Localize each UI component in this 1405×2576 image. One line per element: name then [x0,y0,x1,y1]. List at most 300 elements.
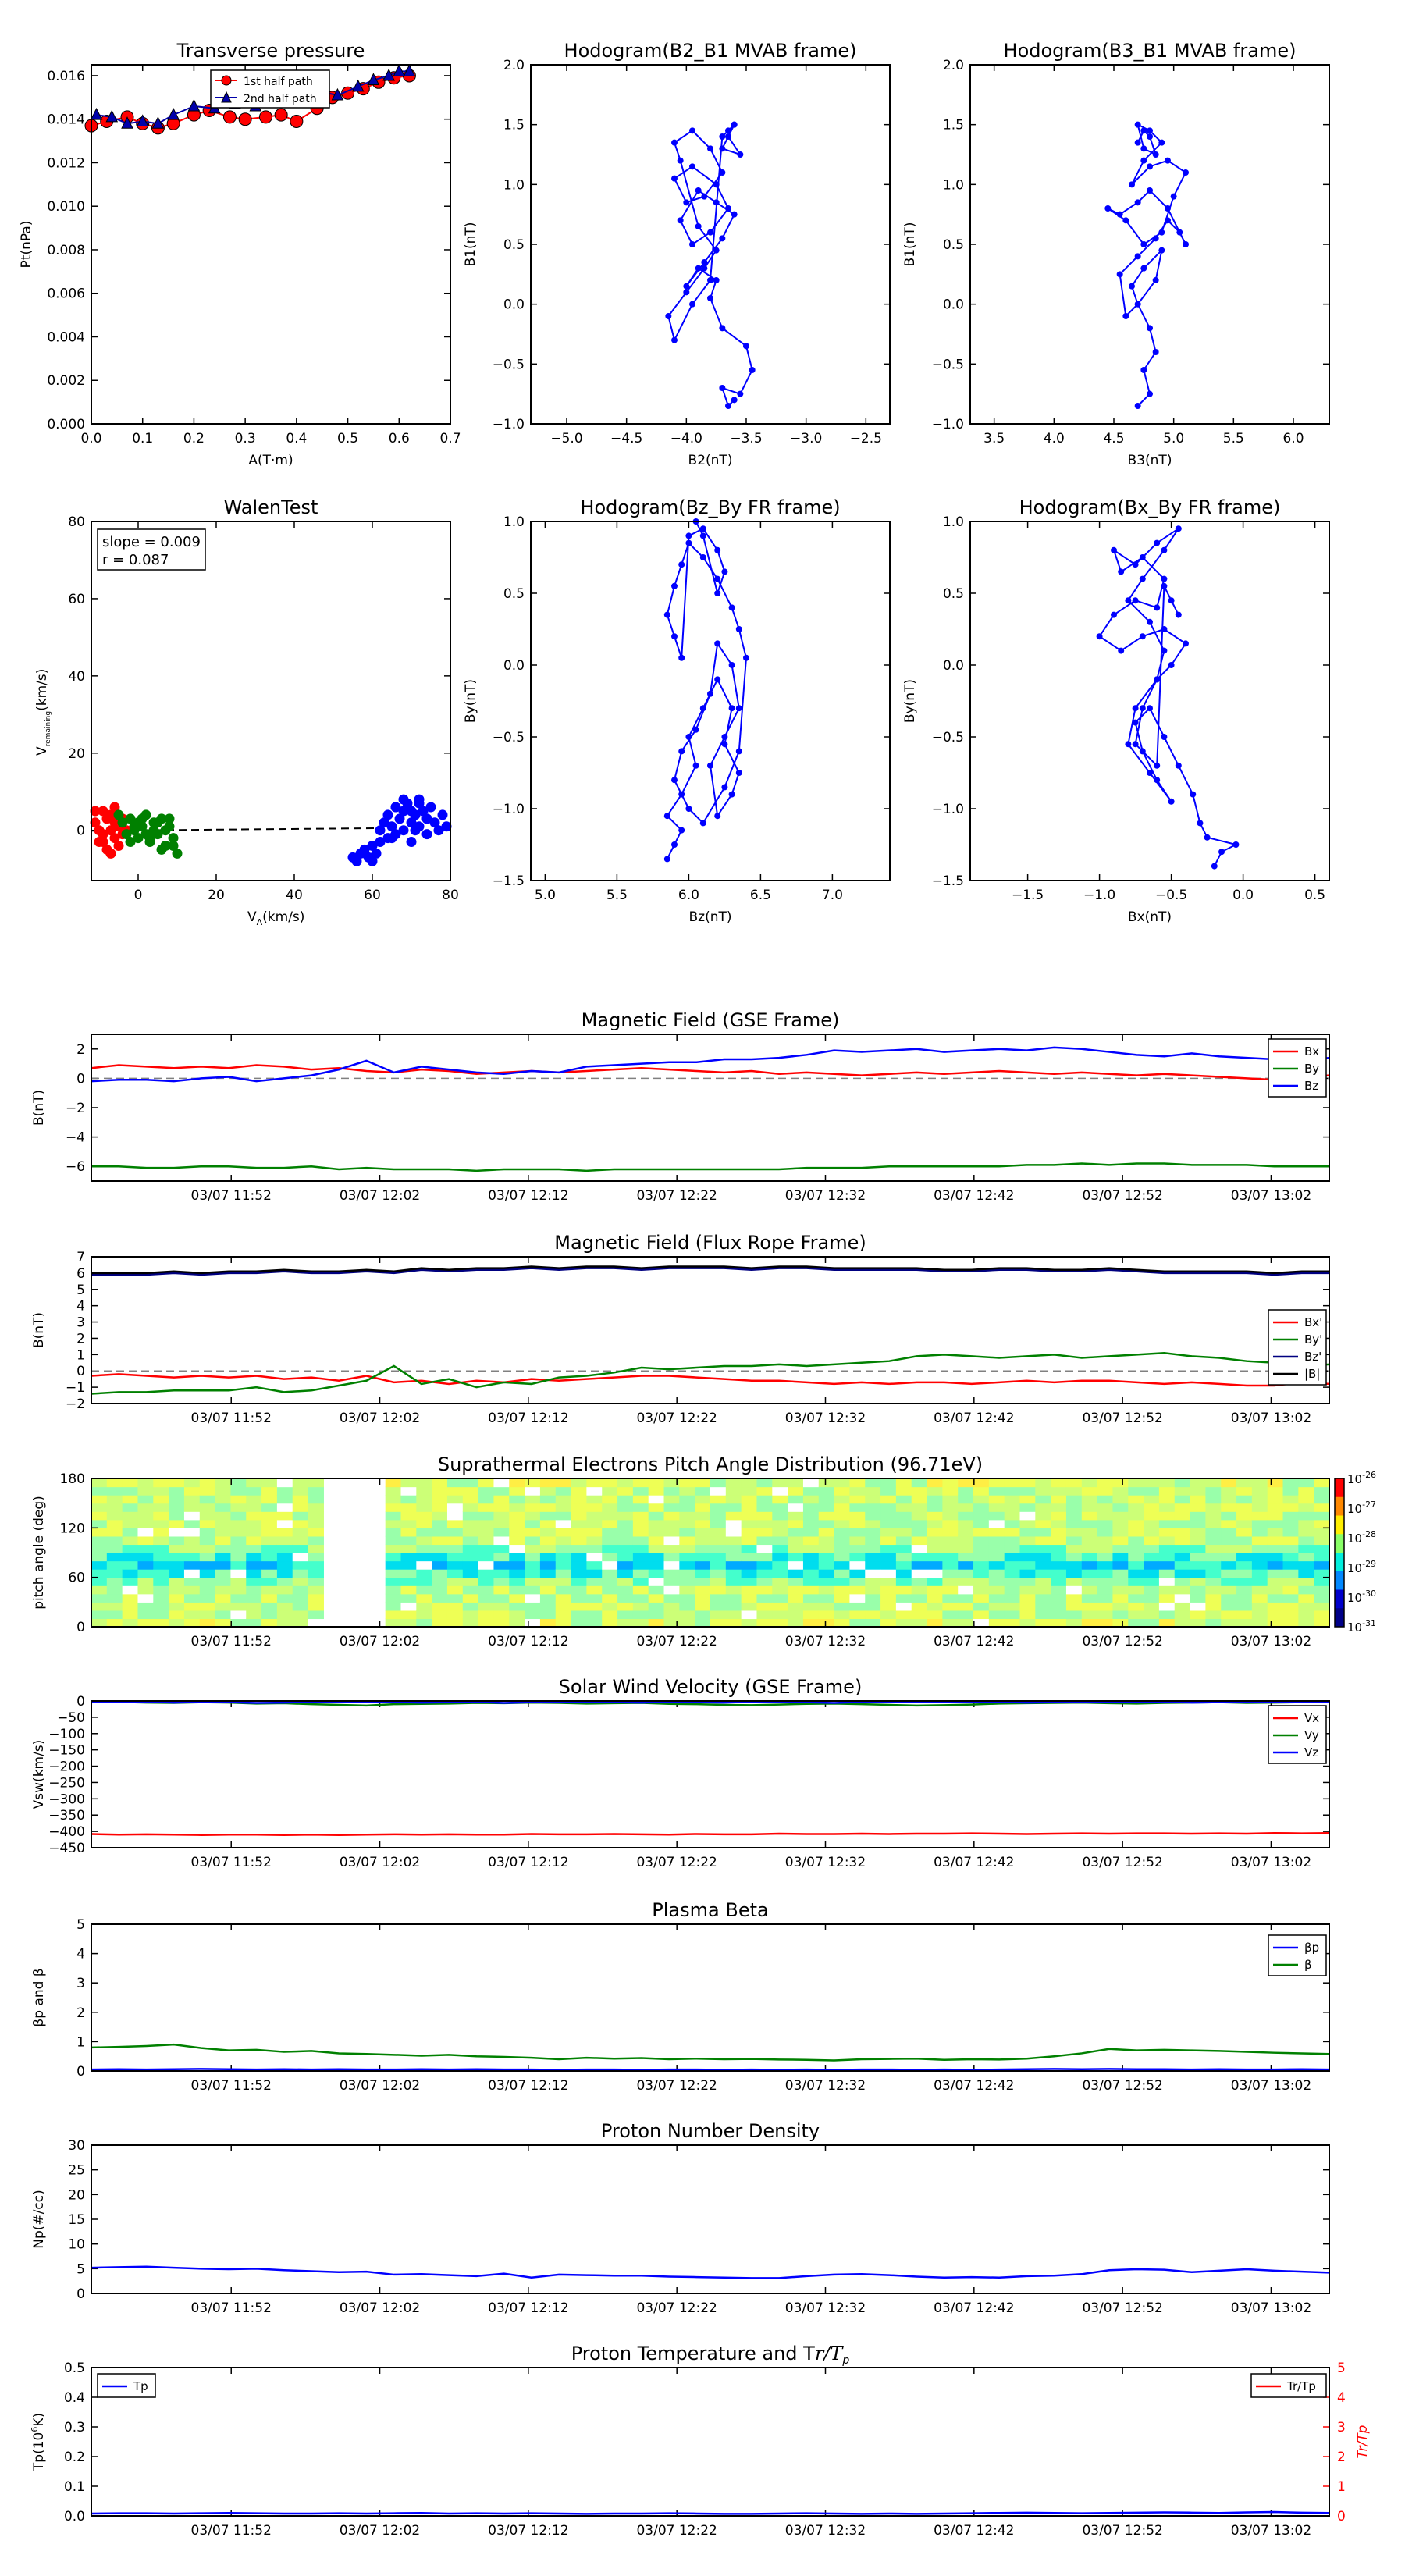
heatmap-cell [834,1536,850,1545]
heatmap-cell [509,1520,525,1528]
heatmap-cell [416,1585,432,1594]
heatmap-cell [849,1487,865,1496]
chart-title: Hodogram(Bz_By FR frame) [580,496,841,518]
heatmap-cell [958,1528,973,1536]
heatmap-cell [1190,1495,1206,1503]
heatmap-cell [556,1520,571,1528]
heatmap-cell [308,1528,324,1536]
hodogram-point [721,741,727,747]
heatmap-cell [401,1602,417,1610]
time-tick-label: 03/07 13:02 [1230,1634,1312,1649]
heatmap-cell [1020,1495,1036,1503]
series-line-Vz [91,1702,1329,1703]
heatmap-cell [942,1478,958,1487]
y-axis-label: Vsw(km/s) [31,1739,47,1809]
heatmap-cell [710,1610,726,1619]
heatmap-cell [401,1487,417,1496]
heatmap-cell [293,1569,308,1578]
heatmap-cell [958,1478,973,1487]
heatmap-cell [447,1594,463,1603]
y-tick-label: 1 [76,2034,85,2051]
heatmap-cell [556,1495,571,1503]
heatmap-cell [432,1561,447,1570]
heatmap-cell [215,1528,231,1536]
heatmap-cell [788,1520,803,1528]
heatmap-cell [973,1594,989,1603]
heatmap-cell [912,1602,927,1610]
heatmap-cell [679,1610,695,1619]
heatmap-cell [1298,1585,1314,1594]
hodogram-point [1165,158,1171,164]
heatmap-cell [1144,1511,1159,1520]
heatmap-cell [912,1495,927,1503]
series-line-Vx [91,1833,1329,1835]
heatmap-cell [1205,1578,1221,1586]
heatmap-cell [277,1594,293,1603]
heatmap-cell [912,1561,927,1570]
y-axis-label-sub: remaining [44,710,52,747]
hodogram-point [1129,283,1135,290]
heatmap-cell [1066,1578,1082,1586]
hodogram-point [1161,576,1167,582]
heatmap-cell [215,1610,231,1619]
heatmap-cell [1252,1610,1268,1619]
heatmap-cell [633,1511,649,1520]
heatmap-cell [710,1536,726,1545]
time-tick-label: 03/07 11:52 [190,2523,272,2539]
heatmap-cell [756,1536,772,1545]
x-axis-label: B3(nT) [1127,453,1172,468]
time-tick-label: 03/07 12:42 [934,2078,1015,2094]
heatmap-cell [695,1520,710,1528]
heatmap-cell [819,1569,834,1578]
heatmap-cell [586,1495,602,1503]
heatmap-cell [1128,1536,1144,1545]
heatmap-cell [912,1553,927,1561]
heatmap-cell [386,1561,401,1570]
heatmap-cell [493,1511,509,1520]
heatmap-cell [169,1578,184,1586]
heatmap-cell [1005,1553,1020,1561]
heatmap-cell [230,1478,246,1487]
heatmap-cell [386,1536,401,1545]
heatmap-cell [1082,1610,1097,1619]
heatmap-cell [849,1618,865,1627]
heatmap-cell [447,1602,463,1610]
heatmap-cell [834,1585,850,1594]
hodogram-line [668,125,752,406]
heatmap-cell [478,1569,494,1578]
heatmap-cell [695,1536,710,1545]
heatmap-cell [664,1610,680,1619]
heatmap-cell [1112,1569,1128,1578]
hodogram-point [1140,705,1146,711]
heatmap-cell [664,1561,680,1570]
heatmap-cell [726,1602,742,1610]
colorbar-segment [1335,1608,1344,1627]
heatmap-cell [617,1478,633,1487]
heatmap-cell [401,1536,417,1545]
heatmap-cell [215,1602,231,1610]
heatmap-cell [91,1561,107,1570]
heatmap-cell [849,1520,865,1528]
heatmap-cell [1159,1553,1175,1561]
heatmap-cell [880,1578,896,1586]
heatmap-cell [261,1478,277,1487]
heatmap-cell [540,1602,556,1610]
point-2nd-half [91,109,102,119]
hodogram-point [1135,301,1141,308]
heatmap-cell [463,1544,478,1553]
heatmap-cell [664,1511,680,1520]
heatmap-cell [509,1594,525,1603]
x-axis-label-unit: (km/s) [262,909,305,925]
heatmap-cell [478,1503,494,1512]
heatmap-cell [1035,1578,1051,1586]
hodogram-point [1122,313,1129,319]
heatmap-cell [401,1578,417,1586]
heatmap-cell [509,1528,525,1536]
hodogram-point [1183,169,1189,176]
heatmap-cell [246,1618,261,1627]
heatmap-cell [803,1495,819,1503]
heatmap-cell [308,1594,324,1603]
y-tick-label: 0.5 [63,2361,85,2376]
heatmap-cell [942,1602,958,1610]
heatmap-cell [1005,1478,1020,1487]
heatmap-cell [834,1618,850,1627]
heatmap-cell [1314,1520,1329,1528]
heatmap-cell [912,1610,927,1619]
heatmap-cell [123,1528,138,1536]
heatmap-cell [912,1594,927,1603]
hodogram-point [743,343,749,349]
heatmap-cell [184,1585,200,1594]
heatmap-cell [602,1610,617,1619]
heatmap-cell [1298,1610,1314,1619]
legend-label: Tr/Tp [1287,2379,1316,2393]
heatmap-cell [1112,1594,1128,1603]
heatmap-cell [586,1578,602,1586]
hodogram-point [701,265,707,272]
heatmap-cell [989,1569,1005,1578]
heatmap-cell [896,1610,912,1619]
heatmap-cell [556,1602,571,1610]
chart-title: Suprathermal Electrons Pitch Angle Distribution (96.71eV) [437,1453,984,1475]
heatmap-cell [927,1602,943,1610]
time-tick-label: 03/07 12:32 [784,1634,866,1649]
heatmap-cell [1190,1578,1206,1586]
hodogram-point [1168,662,1175,668]
heatmap-cell [246,1478,261,1487]
chart-title: WalenTest [223,496,318,518]
heatmap-cell [849,1602,865,1610]
heatmap-cell [880,1618,896,1627]
heatmap-cell [1097,1585,1113,1594]
heatmap-cell [1159,1585,1175,1594]
heatmap-cell [137,1544,153,1553]
heatmap-cell [1268,1553,1283,1561]
heatmap-cell [1205,1610,1221,1619]
heatmap-cell [679,1495,695,1503]
heatmap-cell [447,1618,463,1627]
y-tick-label: 2 [76,1041,85,1058]
heatmap-cell [169,1569,184,1578]
heatmap-cell [1283,1520,1299,1528]
heatmap-cell [556,1511,571,1520]
hodogram-point [664,813,670,819]
heatmap-cell [834,1495,850,1503]
heatmap-cell [525,1618,540,1627]
heatmap-cell [927,1561,943,1570]
hodogram-point [1135,403,1141,409]
hodogram-point [1190,792,1196,798]
heatmap-cell [912,1578,927,1586]
heatmap-cell [1252,1536,1268,1545]
heatmap-cell [277,1610,293,1619]
heatmap-cell [834,1520,850,1528]
heatmap-cell [880,1561,896,1570]
heatmap-cell [1221,1553,1236,1561]
hodogram-point [736,705,742,711]
heatmap-cell [927,1478,943,1487]
heatmap-cell [834,1594,850,1603]
heatmap-cell [1020,1487,1036,1496]
heatmap-cell [1314,1495,1329,1503]
right-y-tick-label: 5 [1337,2361,1346,2376]
time-tick-label: 03/07 12:32 [784,2523,866,2539]
hodogram-point [736,626,742,632]
heatmap-cell [493,1553,509,1561]
heatmap-cell [1097,1511,1113,1520]
heatmap-cell [261,1536,277,1545]
heatmap-cell [386,1569,401,1578]
heatmap-cell [184,1553,200,1561]
heatmap-cell [200,1578,215,1586]
heatmap-cell [1159,1618,1175,1627]
heatmap-cell [695,1618,710,1627]
walen-point [137,814,147,824]
heatmap-cell [586,1602,602,1610]
heatmap-cell [1112,1585,1128,1594]
heatmap-cell [1252,1503,1268,1512]
heatmap-cell [602,1528,617,1536]
heatmap-cell [1020,1610,1036,1619]
heatmap-cell [478,1544,494,1553]
heatmap-cell [973,1536,989,1545]
y-tick-label: 7 [76,1250,85,1265]
heatmap-cell [880,1602,896,1610]
heatmap-cell [772,1585,788,1594]
heatmap-cell [1066,1610,1082,1619]
colorbar-label-base: 10 [1347,1621,1363,1635]
heatmap-cell [849,1610,865,1619]
heatmap-cell [230,1503,246,1512]
y-tick-label: −0.5 [492,730,525,745]
heatmap-cell [649,1610,664,1619]
heatmap-cell [401,1520,417,1528]
heatmap-cell [215,1495,231,1503]
y-tick-label: 0 [76,2064,85,2080]
chart-title-main: Proton Temperature and T [571,2343,815,2364]
y-axis-label: B(nT) [31,1089,47,1126]
heatmap-cell [772,1602,788,1610]
y-tick-label: 2.0 [503,58,525,73]
heatmap-cell [200,1569,215,1578]
heatmap-cell [447,1578,463,1586]
heatmap-cell [1298,1511,1314,1520]
heatmap-cell [772,1553,788,1561]
heatmap-cell [664,1487,680,1496]
colorbar-label-exp: -30 [1362,1589,1377,1599]
hodogram-point [731,212,738,218]
heatmap-cell [1268,1536,1283,1545]
hodogram-point [713,199,720,205]
heatmap-cell [1205,1544,1221,1553]
heatmap-cell [1128,1503,1144,1512]
heatmap-cell [880,1553,896,1561]
heatmap-cell [1128,1553,1144,1561]
y-tick-label: 0 [76,823,85,839]
heatmap-cell [123,1495,138,1503]
heatmap-cell [695,1528,710,1536]
heatmap-cell [803,1536,819,1545]
heatmap-cell [1236,1578,1252,1586]
heatmap-cell [1144,1578,1159,1586]
heatmap-cell [184,1544,200,1553]
heatmap-cell [788,1618,803,1627]
heatmap-cell [726,1528,742,1536]
hodogram-point [707,295,713,301]
walen-point [399,795,408,804]
heatmap-cell [788,1585,803,1594]
heatmap-cell [803,1618,819,1627]
chart-title: Transverse pressure [176,40,365,62]
heatmap-cell [788,1478,803,1487]
heatmap-cell [1221,1528,1236,1536]
time-tick-label: 03/07 11:52 [190,1634,272,1649]
heatmap-cell [602,1618,617,1627]
heatmap-cell [200,1561,215,1570]
heatmap-cell [989,1585,1005,1594]
heatmap-cell [695,1544,710,1553]
heatmap-cell [525,1511,540,1520]
heatmap-cell [742,1478,757,1487]
series-line-Bx' [91,1374,1329,1386]
heatmap-cell [989,1495,1005,1503]
heatmap-cell [679,1578,695,1586]
hodogram-point [725,403,731,409]
heatmap-cell [432,1569,447,1578]
heatmap-cell [803,1602,819,1610]
heatmap-cell [958,1569,973,1578]
heatmap-cell [973,1569,989,1578]
colorbar-label [1347,1529,1376,1546]
heatmap-cell [91,1520,107,1528]
heatmap-cell [447,1536,463,1545]
heatmap-cell [416,1602,432,1610]
heatmap-cell [169,1594,184,1603]
series-line-By' [91,1353,1329,1393]
heatmap-cell [1236,1585,1252,1594]
heatmap-cell [710,1487,726,1496]
heatmap-cell [1005,1594,1020,1603]
heatmap-cell [478,1511,494,1520]
heatmap-cell [1097,1569,1113,1578]
hodogram-point [1176,525,1182,532]
heatmap-cell [1035,1503,1051,1512]
heatmap-cell [571,1594,587,1603]
heatmap-cell [478,1553,494,1561]
heatmap-cell [277,1544,293,1553]
hodogram-point [689,127,695,133]
heatmap-cell [1005,1528,1020,1536]
heatmap-cell [1035,1585,1051,1594]
heatmap-cell [819,1561,834,1570]
heatmap-cell [540,1478,556,1487]
time-tick-label: 03/07 12:22 [636,2523,717,2539]
heatmap-cell [463,1610,478,1619]
heatmap-cell [401,1569,417,1578]
series-line-By [91,1163,1329,1170]
heatmap-cell [819,1511,834,1520]
heatmap-cell [679,1569,695,1578]
heatmap-cell [230,1520,246,1528]
heatmap-cell [679,1594,695,1603]
hodogram-point [1176,612,1182,618]
heatmap-cell [1252,1544,1268,1553]
heatmap-cell [184,1528,200,1536]
heatmap-cell [958,1610,973,1619]
heatmap-cell [1205,1478,1221,1487]
heatmap-cell [742,1536,757,1545]
heatmap-cell [649,1618,664,1627]
heatmap-cell [200,1503,215,1512]
heatmap-cell [958,1495,973,1503]
heatmap-cell [633,1520,649,1528]
y-tick-label: 0.0 [942,658,964,674]
heatmap-cell [386,1478,401,1487]
heatmap-cell [586,1487,602,1496]
heatmap-cell [602,1478,617,1487]
heatmap-cell [540,1585,556,1594]
heatmap-cell [1035,1536,1051,1545]
heatmap-cell [463,1602,478,1610]
x-tick-label: 0.0 [80,431,102,447]
heatmap-cell [649,1578,664,1586]
heatmap-cell [308,1478,324,1487]
heatmap-cell [664,1553,680,1561]
heatmap-cell [416,1528,432,1536]
time-tick-label: 03/07 12:42 [934,2523,1015,2539]
heatmap-cell [1005,1487,1020,1496]
heatmap-cell [679,1487,695,1496]
heatmap-cell [137,1578,153,1586]
heatmap-cell [463,1578,478,1586]
heatmap-cell [1283,1544,1299,1553]
heatmap-cell [742,1610,757,1619]
heatmap-cell [664,1602,680,1610]
heatmap-cell [695,1602,710,1610]
x-tick-label: 0.0 [1232,888,1254,903]
hodogram-point [678,217,684,223]
heatmap-cell [246,1487,261,1496]
heatmap-cell [1005,1585,1020,1594]
heatmap-cell [478,1495,494,1503]
heatmap-cell [1236,1618,1252,1627]
y-tick-label: −1 [65,1380,85,1397]
heatmap-cell [1314,1569,1329,1578]
